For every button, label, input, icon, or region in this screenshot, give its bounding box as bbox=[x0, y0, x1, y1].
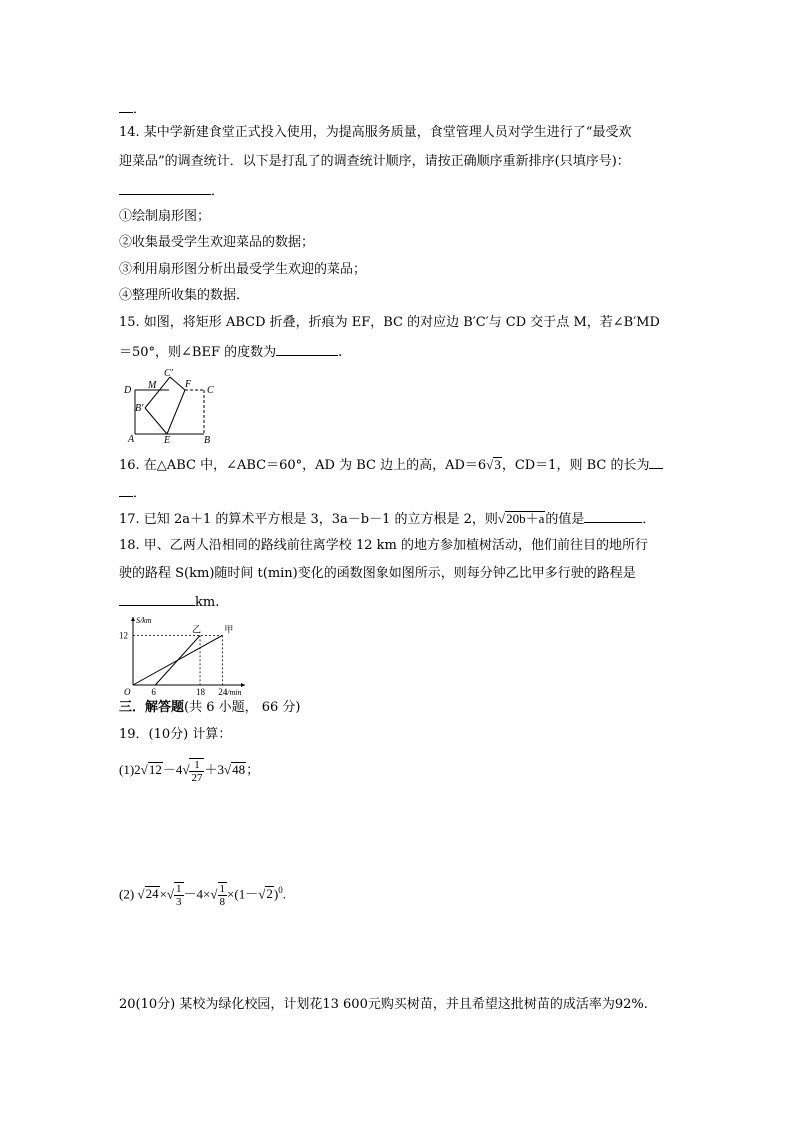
q14-line2: 迎菜品”的调查统计．以下是打乱了的调查统计顺序，请按正确顺序重新排序(只填序号)： bbox=[119, 154, 630, 169]
q14-answer bbox=[119, 180, 224, 202]
denominator: 8 bbox=[219, 896, 226, 909]
series-label-1: 乙 bbox=[192, 624, 202, 635]
section-note: (共 6 小题， 66 分) bbox=[184, 700, 301, 715]
numerator: 1 bbox=[219, 883, 226, 896]
q19-part1: (1)2√12－4√ $\frac{1}{27}$ ＋3√48； bbox=[119, 759, 260, 785]
x-tick-label-2: 24 bbox=[218, 687, 228, 695]
q19-p2-end: . bbox=[282, 886, 286, 902]
label-c-prime: C′ bbox=[164, 368, 173, 379]
q19-p1-end: ； bbox=[246, 762, 260, 777]
q19-p2-label: (2) bbox=[119, 886, 138, 902]
q15-line1: 15. 如图，将矩形 ABCD 折叠，折痕为 EF，BC 的对应边 B′C′与 CD 交于点 M，若∠B′MD bbox=[119, 315, 660, 330]
answer-blank bbox=[584, 508, 642, 523]
denominator: 27 bbox=[191, 772, 203, 785]
q19-p2-minus: －4× bbox=[183, 886, 211, 902]
q18-answer bbox=[119, 591, 219, 613]
label-e: E bbox=[164, 435, 171, 444]
q14-option-1: ①绘制扇形图； bbox=[119, 209, 211, 224]
q19-p1-radicand-1: 12 bbox=[148, 762, 162, 777]
q15-figure bbox=[119, 366, 231, 444]
answer-blank bbox=[276, 341, 338, 356]
section-title: 三．解答题 bbox=[119, 700, 185, 715]
q14-line1: 14. 某中学新建食堂正式投入使用，为提高服务质量，食堂管理人员对学生进行了“最受欢 bbox=[119, 125, 632, 140]
q16-line: 16. 在△ABC 中，∠ABC＝60°，AD 为 BC 边上的高，AD＝6√3，CD＝1，则 BC 的长为 bbox=[119, 454, 663, 476]
q15-text: ＝50°，则∠BEF 的度数为 bbox=[119, 345, 277, 360]
label-b: B bbox=[204, 435, 211, 444]
q17-text-b: 的值是 bbox=[545, 512, 585, 527]
label-b-prime: B′ bbox=[135, 403, 144, 414]
q15-line2 bbox=[119, 341, 342, 363]
x-axis-title: t/min bbox=[225, 688, 242, 695]
q19-p2-radicand-1: 24 bbox=[145, 886, 159, 902]
q17-line: 17. 已知 2a＋1 的算术平方根是 3，3a－b－1 的立方根是 2，则√20b＋a的值是 ． bbox=[119, 508, 655, 530]
q14-option-4: ④整理所收集的数据． bbox=[119, 288, 250, 303]
section-3-heading bbox=[119, 698, 301, 718]
q18-line1: 18. 甲、乙两人沿相同的路线前往离学校 12 km 的地方参加植树活动，他们前往目的地所行 bbox=[119, 538, 648, 553]
q19-p2-times-paren: ×(1－ bbox=[227, 886, 259, 902]
period: . bbox=[338, 345, 343, 360]
answer-blank bbox=[119, 98, 133, 113]
period: ． bbox=[133, 102, 147, 117]
answer-blank bbox=[119, 482, 133, 497]
numerator: 1 bbox=[189, 759, 204, 772]
period: ． bbox=[211, 184, 225, 199]
answer-blank bbox=[119, 180, 211, 195]
q19-p1-plus: ＋3 bbox=[204, 762, 224, 777]
label-m: M bbox=[148, 380, 157, 391]
q19-p1-radicand-2: 48 bbox=[232, 762, 246, 777]
q19-p1-fraction bbox=[189, 758, 204, 784]
label-f: F bbox=[185, 379, 192, 390]
y-axis-title: S/km bbox=[136, 616, 152, 625]
origin-label: O bbox=[124, 687, 131, 695]
q20-line: 20(10分) 某校为绿化校园，计划花13 600元购买树苗，并且希望这批树苗的成活率为92%. bbox=[119, 997, 648, 1012]
q19-p2-fraction-1 bbox=[174, 882, 184, 908]
q19-p1-coef: (1)2 bbox=[119, 762, 141, 777]
q16-text-a: 16. 在△ABC 中，∠ABC＝60°，AD 为 BC 边上的高，AD＝6 bbox=[119, 458, 487, 473]
q18-line2: 驶的路程 S(km)随时间 t(min)变化的函数图象如图所示，则每分钟乙比甲多行驶的路程是 bbox=[119, 566, 636, 581]
q16-radicand: 3 bbox=[494, 457, 501, 472]
answer-blank bbox=[119, 591, 195, 606]
unit-km: km. bbox=[195, 595, 220, 610]
q19-part2: (2) √24×√ $\frac{1}{3}$ －4×√ $\frac{1}{8}$ $\times(1-√2)^0$. bbox=[119, 883, 286, 909]
q19-p2-fraction-2 bbox=[218, 882, 228, 908]
answer-blank bbox=[649, 454, 663, 469]
series-label-0: 甲 bbox=[224, 624, 234, 635]
q19-p2-close: ) bbox=[273, 886, 279, 902]
y-tick-label-0: 12 bbox=[119, 630, 128, 641]
period: ． bbox=[642, 512, 656, 527]
q16-text-b: ，CD＝1，则 BC 的长为 bbox=[501, 458, 650, 473]
prev-answer-blank bbox=[119, 98, 146, 120]
q16-continuation bbox=[119, 482, 146, 504]
label-a: A bbox=[128, 434, 135, 444]
y-axis-arrow bbox=[131, 617, 135, 621]
fold-line-ef bbox=[167, 390, 185, 434]
x-tick-label-0: 6 bbox=[151, 687, 156, 695]
q19-head: 19．(10分) 计算： bbox=[119, 727, 232, 742]
q18-graph bbox=[119, 615, 251, 695]
q19-p1-minus: －4 bbox=[162, 762, 183, 777]
label-d: D bbox=[124, 385, 132, 396]
denominator: 3 bbox=[176, 896, 182, 909]
x-axis-arrow bbox=[241, 683, 245, 687]
segment-eb-prime bbox=[145, 408, 167, 434]
numerator: 1 bbox=[176, 883, 182, 896]
period: ． bbox=[133, 486, 147, 501]
q19-p2-times: × bbox=[159, 886, 167, 902]
x-tick-label-1: 18 bbox=[196, 687, 206, 695]
q19-p2-radicand-2: 2 bbox=[266, 886, 273, 902]
series-line-1 bbox=[155, 635, 200, 685]
q17-text-a: 17. 已知 2a＋1 的算术平方根是 3，3a－b－1 的立方根是 2，则 bbox=[119, 512, 498, 527]
label-c: C bbox=[207, 385, 214, 396]
q14-option-3: ③利用扇形图分析出最受学生欢迎的菜品； bbox=[119, 262, 367, 277]
q17-radicand: 20b＋a bbox=[506, 511, 545, 526]
q19-p2-exponent: 0 bbox=[278, 885, 283, 895]
q14-option-2: ②收集最受学生欢迎菜品的数据； bbox=[119, 235, 315, 250]
